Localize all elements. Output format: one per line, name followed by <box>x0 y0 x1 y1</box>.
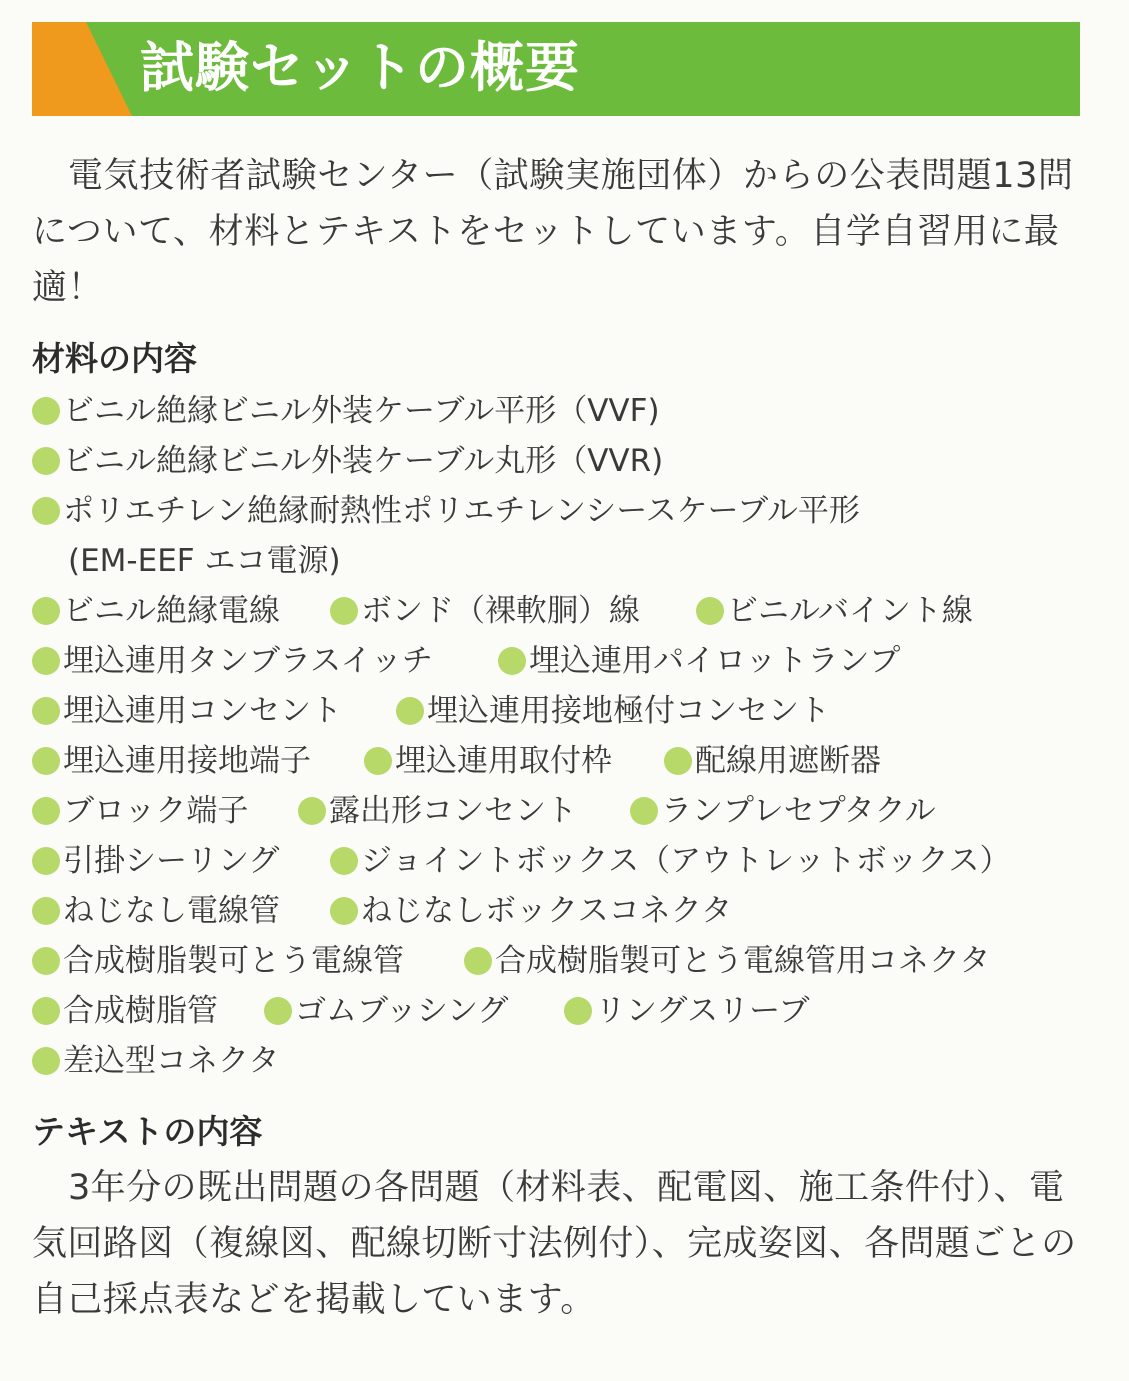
materials-heading: 材料の内容 <box>32 339 197 378</box>
intro-paragraph <box>32 148 1092 316</box>
bullet-dot-icon <box>32 447 60 475</box>
material-item: 埋込連用接地端子 <box>32 736 311 786</box>
material-row <box>32 936 1112 986</box>
material-item-continuation: (EM-EEF エコ電源) <box>68 543 341 579</box>
material-row <box>32 386 1112 436</box>
material-item: 合成樹脂製可とう電線管 <box>32 936 404 986</box>
bullet-dot-icon <box>32 1047 60 1075</box>
material-item: ゴムブッシング <box>264 986 508 1036</box>
material-item: ねじなしボックスコネクタ <box>330 886 732 936</box>
material-row <box>32 736 1112 786</box>
material-item: 埋込連用パイロットランプ <box>498 636 900 686</box>
bullet-dot-icon <box>664 747 692 775</box>
material-item: ポリエチレン絶縁耐熱性ポリエチレンシースケーブル平形 <box>32 486 860 536</box>
bullet-dot-icon <box>396 697 424 725</box>
material-item: 埋込連用コンセント <box>32 686 342 736</box>
material-item: 埋込連用接地極付コンセント <box>396 686 830 736</box>
bullet-dot-icon <box>32 647 60 675</box>
bullet-dot-icon <box>330 897 358 925</box>
bullet-dot-icon <box>330 597 358 625</box>
intro-text: 電気技術者試験センター（試験実施団体）からの公表問題13問について、材料とテキストをセットしています。自学自習用に最適！ <box>32 156 1074 308</box>
material-row <box>32 436 1112 486</box>
material-row <box>32 986 1112 1036</box>
material-item: ねじなし電線管 <box>32 886 280 936</box>
bullet-dot-icon <box>32 497 60 525</box>
material-row <box>32 786 1112 836</box>
bullet-dot-icon <box>32 847 60 875</box>
material-row <box>32 486 1112 536</box>
banner-accent <box>32 22 132 116</box>
material-item: 露出形コンセント <box>298 786 577 836</box>
material-item: 差込型コネクタ <box>32 1036 279 1086</box>
material-item: 合成樹脂管 <box>32 986 218 1036</box>
bullet-dot-icon <box>32 797 60 825</box>
material-row <box>32 536 1112 586</box>
material-row <box>32 636 1112 686</box>
bullet-dot-icon <box>32 747 60 775</box>
material-item: ブロック端子 <box>32 786 248 836</box>
title-banner <box>32 22 1080 116</box>
material-item: 埋込連用取付枠 <box>364 736 612 786</box>
material-item: ビニル絶縁ビニル外装ケーブル平形（VVF) <box>32 386 660 436</box>
bullet-dot-icon <box>464 947 492 975</box>
text-description-paragraph <box>32 1160 1092 1328</box>
bullet-dot-icon <box>32 897 60 925</box>
bullet-dot-icon <box>564 997 592 1025</box>
material-item: ランプレセプタクル <box>630 786 936 836</box>
text-heading: テキストの内容 <box>32 1112 263 1151</box>
bullet-dot-icon <box>32 697 60 725</box>
material-item: ビニル絶縁ビニル外装ケーブル丸形（VVR) <box>32 436 663 486</box>
text-description: 3年分の既出問題の各問題（材料表、配電図、施工条件付）、電気回路図（複線図、配線切断寸法例付）、完成姿図、各問題ごとの自己採点表などを掲載しています。 <box>32 1168 1077 1320</box>
material-item: ジョイントボックス（アウトレットボックス） <box>330 836 1010 886</box>
material-row <box>32 686 1112 736</box>
bullet-dot-icon <box>364 747 392 775</box>
bullet-dot-icon <box>630 797 658 825</box>
bullet-dot-icon <box>32 947 60 975</box>
material-row <box>32 1036 1112 1086</box>
material-item: ボンド（裸軟胴）線 <box>330 586 640 636</box>
material-item: 埋込連用タンブラスイッチ <box>32 636 433 686</box>
bullet-dot-icon <box>330 847 358 875</box>
bullet-dot-icon <box>32 597 60 625</box>
material-item: 配線用遮断器 <box>664 736 881 786</box>
material-item: 合成樹脂製可とう電線管用コネクタ <box>464 936 990 986</box>
page-title: 試験セットの概要 <box>140 36 580 99</box>
material-item: ビニル絶縁電線 <box>32 586 280 636</box>
material-item: 引掛シーリング <box>32 836 279 886</box>
bullet-dot-icon <box>32 997 60 1025</box>
material-item: ビニルバイント線 <box>696 586 973 636</box>
material-row <box>32 836 1112 886</box>
material-row <box>32 886 1112 936</box>
bullet-dot-icon <box>298 797 326 825</box>
material-item: リングスリーブ <box>564 986 810 1036</box>
bullet-dot-icon <box>696 597 724 625</box>
materials-list <box>32 386 1112 1086</box>
bullet-dot-icon <box>264 997 292 1025</box>
bullet-dot-icon <box>498 647 526 675</box>
material-row <box>32 586 1112 636</box>
bullet-dot-icon <box>32 397 60 425</box>
